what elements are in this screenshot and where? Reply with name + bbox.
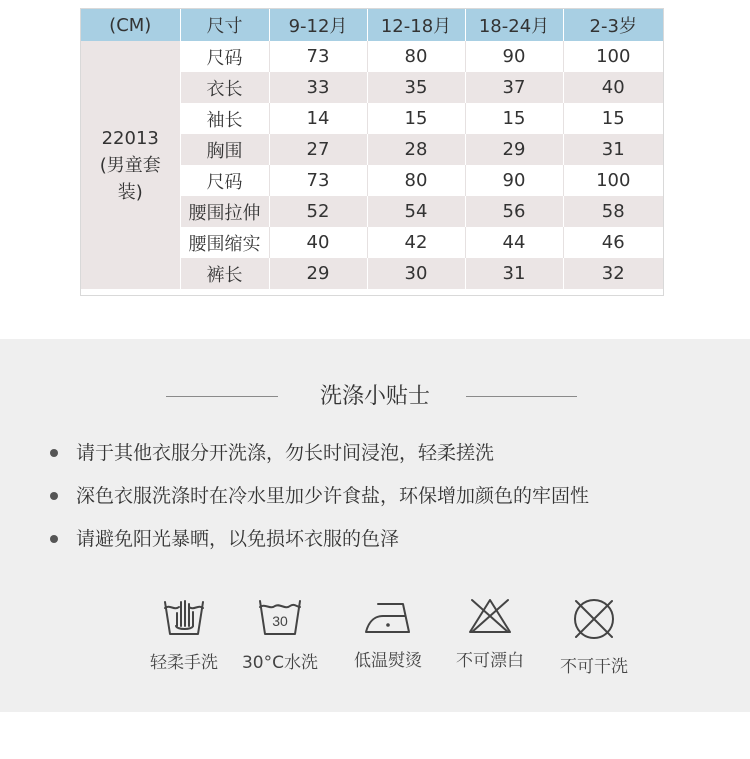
bullet-icon — [50, 449, 58, 457]
table-cell: 73 — [269, 41, 367, 72]
bullet-icon — [50, 492, 58, 500]
table-cell: 30 — [367, 258, 465, 289]
table-cell: 15 — [367, 103, 465, 134]
wash-30-icon — [257, 596, 303, 638]
care-symbol-no-bleach — [440, 596, 540, 671]
table-cell: 29 — [465, 134, 563, 165]
care-symbol-hand-wash — [134, 596, 234, 673]
table-cell: 40 — [563, 72, 663, 103]
table-cell: 29 — [269, 258, 367, 289]
header-9-12m: 9-12月 — [269, 9, 367, 41]
care-label-hand-wash: 轻柔手洗 — [150, 653, 218, 673]
row-label: 裤长 — [180, 258, 269, 289]
iron-low-icon — [363, 596, 413, 636]
table-cell: 14 — [269, 103, 367, 134]
care-symbols — [134, 596, 644, 686]
model-desc-line2: 装) — [117, 181, 143, 203]
row-label: 腰围拉伸 — [180, 196, 269, 227]
table-cell: 27 — [269, 134, 367, 165]
table-cell: 54 — [367, 196, 465, 227]
table-cell: 100 — [563, 165, 663, 196]
model-number: 22013 — [101, 127, 159, 149]
header-measure: 尺寸 — [180, 9, 269, 41]
header-12-18m: 12-18月 — [367, 9, 465, 41]
care-label-no-dry-clean: 不可干洗 — [560, 657, 628, 677]
header-2-3y: 2-3岁 — [563, 9, 663, 41]
model-cell — [81, 41, 180, 289]
care-title: 洗涤小贴士 — [319, 384, 430, 409]
row-label: 尺码 — [180, 165, 269, 196]
table-cell: 52 — [269, 196, 367, 227]
header-18-24m: 18-24月 — [465, 9, 563, 41]
care-label-iron-low: 低温熨烫 — [354, 651, 422, 671]
bullet-icon — [50, 535, 58, 543]
care-tip: 请避免阳光暴晒，以免损坏衣服的色泽 — [50, 522, 589, 565]
table-cell: 80 — [367, 165, 465, 196]
size-table-header-row — [81, 9, 663, 41]
table-cell: 80 — [367, 41, 465, 72]
row-label: 袖长 — [180, 103, 269, 134]
row-label: 衣长 — [180, 72, 269, 103]
table-cell: 73 — [269, 165, 367, 196]
care-symbol-iron-low — [338, 596, 438, 671]
row-label: 胸围 — [180, 134, 269, 165]
care-symbol-no-dry-clean — [544, 596, 644, 677]
header-unit: (CM) — [81, 9, 180, 41]
care-label-wash-30: 30°C水洗 — [241, 653, 318, 673]
care-tip: 深色衣服洗涤时在冷水里加少许食盐，环保增加颜色的牢固性 — [50, 479, 589, 522]
table-cell: 33 — [269, 72, 367, 103]
table-cell: 90 — [465, 165, 563, 196]
title-divider-right — [466, 396, 577, 397]
hand-wash-icon — [162, 596, 206, 638]
row-label: 尺码 — [180, 41, 269, 72]
table-cell: 15 — [465, 103, 563, 134]
table-cell: 37 — [465, 72, 563, 103]
table-cell: 35 — [367, 72, 465, 103]
table-cell: 32 — [563, 258, 663, 289]
table-cell: 100 — [563, 41, 663, 72]
table-cell: 42 — [367, 227, 465, 258]
care-symbol-wash-30 — [230, 596, 330, 673]
care-label-no-bleach: 不可漂白 — [456, 651, 524, 671]
table-cell: 58 — [563, 196, 663, 227]
table-cell: 56 — [465, 196, 563, 227]
table-cell: 46 — [563, 227, 663, 258]
size-table — [81, 9, 663, 289]
table-cell: 90 — [465, 41, 563, 72]
no-dry-clean-icon — [571, 596, 617, 642]
table-cell: 31 — [465, 258, 563, 289]
table-cell: 44 — [465, 227, 563, 258]
table-cell: 31 — [563, 134, 663, 165]
table-cell: 15 — [563, 103, 663, 134]
care-tips-panel — [0, 339, 750, 712]
row-label: 腰围缩实 — [180, 227, 269, 258]
care-tips-list — [50, 436, 589, 565]
model-desc-line1: (男童套 — [99, 154, 161, 176]
svg-text:30: 30 — [272, 613, 288, 629]
care-tip: 请于其他衣服分开洗涤，勿长时间浸泡，轻柔搓洗 — [50, 436, 589, 479]
table-cell: 40 — [269, 227, 367, 258]
table-cell: 28 — [367, 134, 465, 165]
no-bleach-icon — [466, 596, 514, 636]
table-row — [81, 41, 663, 72]
